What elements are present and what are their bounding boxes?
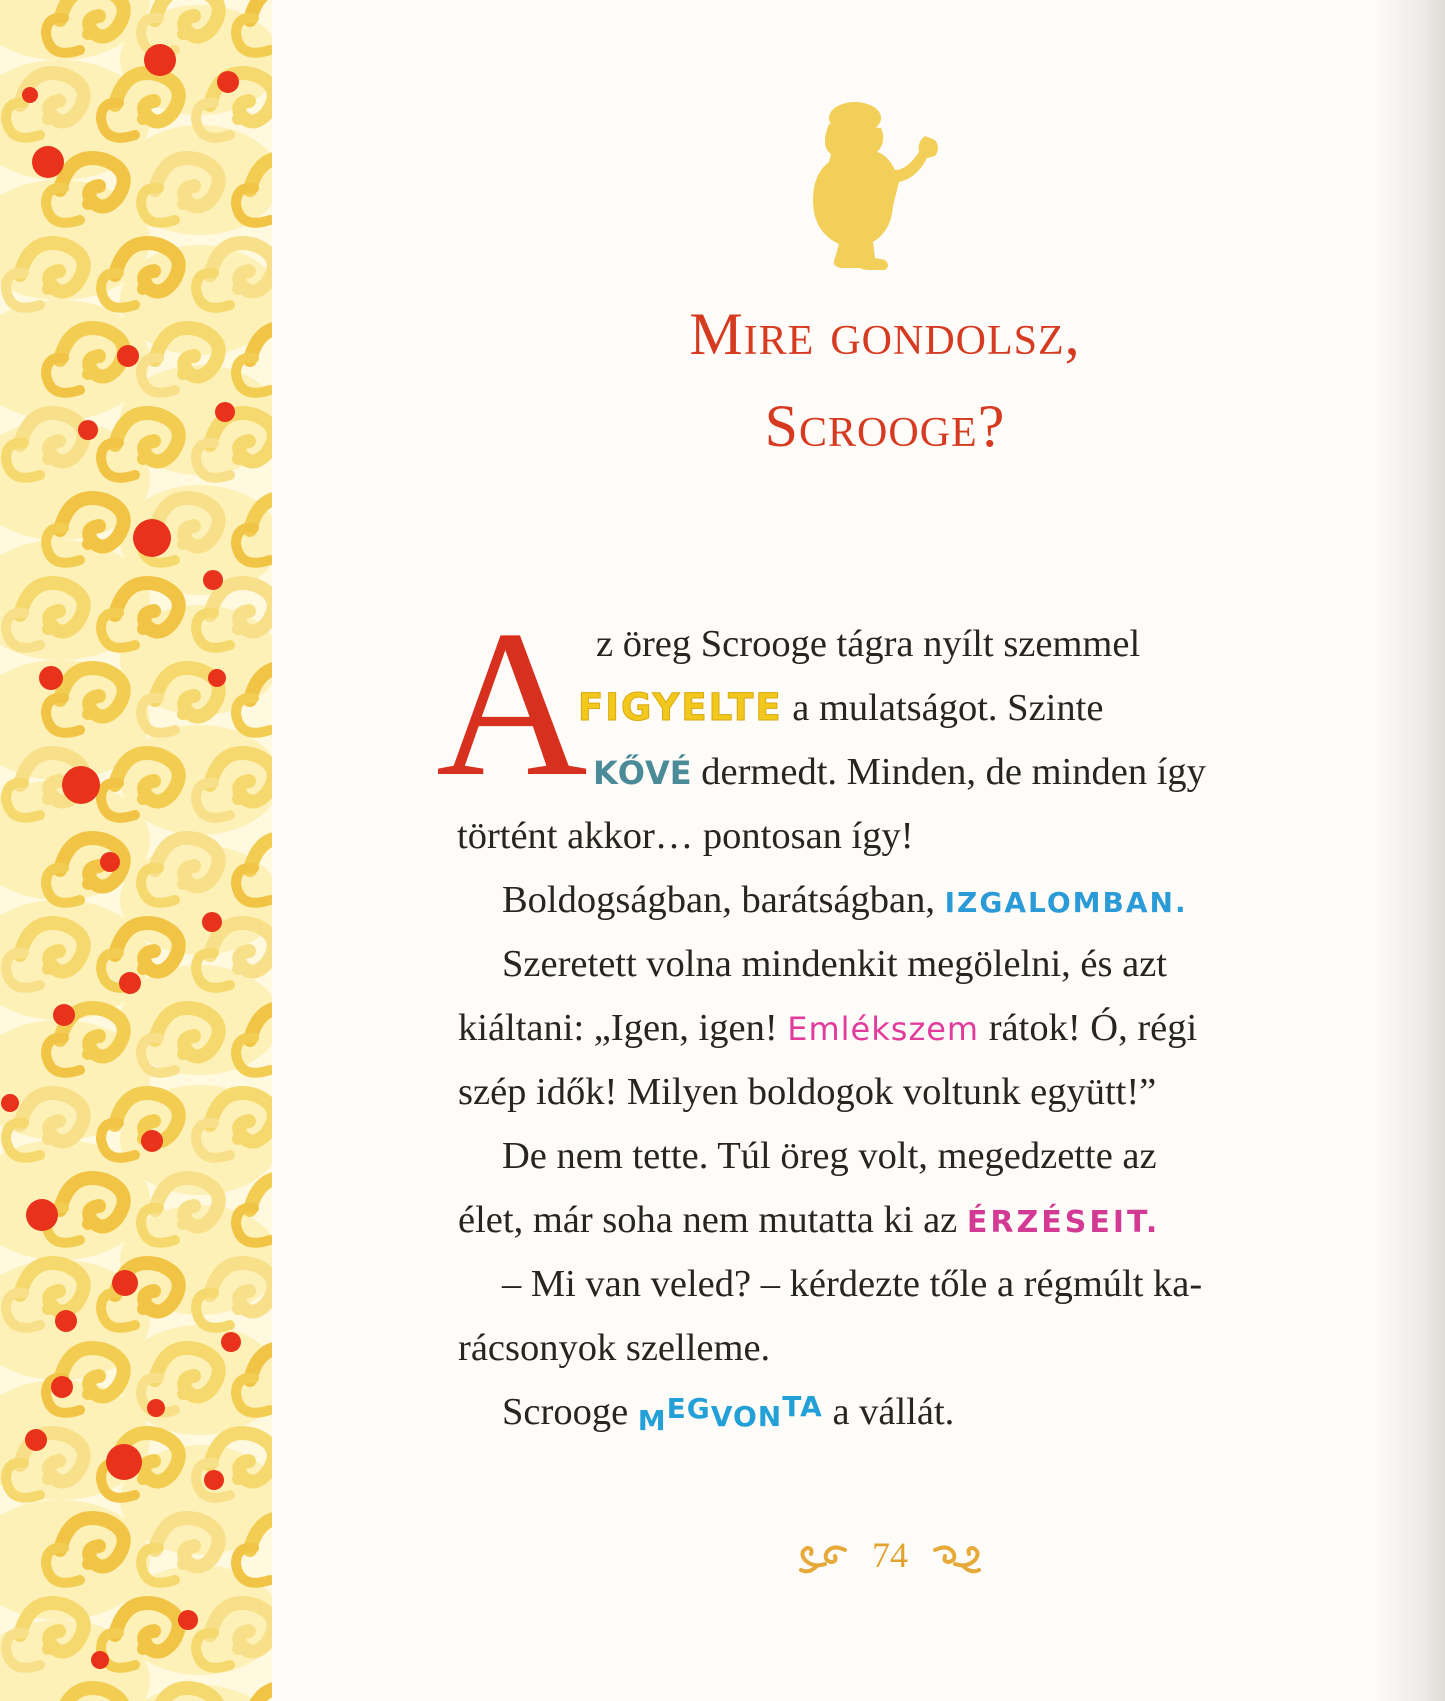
swirl-curl <box>177 1218 189 1230</box>
swirl-curl <box>82 1218 94 1230</box>
story-line-10 <box>458 1188 1160 1252</box>
swirl-curl <box>42 963 54 975</box>
story-text: Scrooge <box>502 1391 629 1433</box>
swirl-curl <box>177 538 189 550</box>
swirl-curl <box>137 1643 149 1655</box>
swirl-curl <box>177 1558 189 1570</box>
red-dot <box>39 666 63 690</box>
story-text: szép idők! Milyen boldogok voltunk együtt!” <box>458 1071 1157 1113</box>
highlight-word-kove: KŐVÉ <box>593 754 692 792</box>
swirl-curl <box>82 1558 94 1570</box>
red-dot <box>106 1444 142 1480</box>
page-gutter-shadow <box>1375 0 1445 1701</box>
swirl-curl <box>137 623 149 635</box>
red-dot <box>147 1399 165 1417</box>
drop-cap-letter: A <box>436 588 588 820</box>
highlight-punct: . <box>1145 1205 1161 1240</box>
red-dot <box>32 146 64 178</box>
story-line-9 <box>502 1124 1157 1188</box>
swirl-curl <box>82 708 94 720</box>
highlight-word-izgalomban: IZGALOMBAN <box>944 886 1175 919</box>
swirl-curl <box>82 1048 94 1060</box>
red-dot <box>22 87 38 103</box>
highlight-word-megvonta <box>638 1390 823 1437</box>
story-line-12 <box>458 1316 770 1380</box>
scrooge-silhouette-icon <box>795 96 941 271</box>
red-dot <box>26 1199 58 1231</box>
red-dot <box>217 71 239 93</box>
story-text: kiáltani: „Igen, igen! <box>458 1007 778 1049</box>
swirl-curl <box>232 1473 244 1485</box>
red-dot <box>112 1270 138 1296</box>
swirl-curl <box>82 538 94 550</box>
red-dot <box>208 669 226 687</box>
megvonta-part: TA <box>782 1390 823 1423</box>
swirl-curl <box>42 793 54 805</box>
swirl-curl <box>177 878 189 890</box>
swirl-curl <box>42 113 54 125</box>
swirl-curl <box>177 368 189 380</box>
swirl-curl <box>232 1303 244 1315</box>
story-text: élet, már soha nem mutatta ki az <box>458 1199 958 1241</box>
swirl-curl <box>42 1643 54 1655</box>
story-line-7 <box>458 996 1197 1060</box>
chapter-title <box>455 288 1315 472</box>
red-dot <box>133 519 171 557</box>
highlight-punct: . <box>1174 886 1188 919</box>
swirl-curl <box>82 878 94 890</box>
story-line-6 <box>502 932 1167 996</box>
red-dot <box>204 1470 224 1490</box>
chapter-title-line-2: Scrooge? <box>764 393 1006 459</box>
swirl-curl <box>42 623 54 635</box>
megvonta-part: EG <box>666 1392 711 1425</box>
story-line-8 <box>458 1060 1156 1124</box>
swirl-curl <box>137 113 149 125</box>
swirl-curl <box>82 1388 94 1400</box>
red-dot <box>144 44 176 76</box>
swirl-curl <box>137 793 149 805</box>
story-line-5 <box>502 868 1188 932</box>
story-text: Boldogságban, barátságban, <box>502 879 936 921</box>
red-dot <box>119 972 141 994</box>
red-dot <box>203 570 223 590</box>
red-dot <box>1 1094 19 1112</box>
swirl-curl <box>232 1133 244 1145</box>
story-text: z öreg Scrooge tágra nyílt szemmel <box>596 623 1141 665</box>
story-line-4 <box>457 804 914 868</box>
swirl-curl <box>177 1048 189 1060</box>
red-dot <box>25 1429 47 1451</box>
swirl-curl <box>42 1473 54 1485</box>
red-dot <box>78 420 98 440</box>
red-dot <box>62 766 100 804</box>
swirl-curl <box>137 283 149 295</box>
story-text: rácsonyok szelleme. <box>458 1327 771 1369</box>
swirl-curl <box>177 1388 189 1400</box>
swirl-curl <box>42 453 54 465</box>
story-text: – Mi van veled? – kérdezte tőle a régmúlt ka- <box>502 1263 1203 1305</box>
highlight-word-emlekszem: Emlékszem <box>787 1010 980 1048</box>
swirl-curl <box>232 283 244 295</box>
story-line-2 <box>578 676 1103 740</box>
megvonta-part: VON <box>710 1400 783 1433</box>
story-line-13 <box>502 1380 954 1444</box>
red-dot <box>141 1130 163 1152</box>
swirl-curl <box>232 623 244 635</box>
megvonta-part: M <box>637 1404 667 1437</box>
page-number: 74 <box>872 1535 908 1575</box>
red-dot <box>202 912 222 932</box>
swirl-curl <box>137 963 149 975</box>
swirl-curl <box>177 198 189 210</box>
red-dot <box>51 1376 73 1398</box>
swirl-pattern <box>0 0 272 1701</box>
right-flourish-icon <box>930 1540 985 1576</box>
story-line-1 <box>596 612 1140 676</box>
story-line-11 <box>502 1252 1202 1316</box>
red-dot <box>215 402 235 422</box>
red-dot <box>117 345 139 367</box>
swirl-curl <box>232 1643 244 1655</box>
swirl-curl <box>82 368 94 380</box>
swirl-curl <box>232 113 244 125</box>
red-dot <box>100 852 120 872</box>
red-dot <box>221 1332 241 1352</box>
red-dot <box>91 1651 109 1669</box>
left-flourish-icon <box>795 1540 850 1576</box>
swirl-curl <box>42 1303 54 1315</box>
swirl-curl <box>232 963 244 975</box>
swirl-curl <box>42 283 54 295</box>
swirl-curl <box>232 793 244 805</box>
swirl-curl <box>137 1473 149 1485</box>
story-text: rátok! Ó, régi <box>988 1007 1198 1049</box>
decorative-swirl-border <box>0 0 272 1701</box>
swirl-curl <box>177 708 189 720</box>
red-dot <box>178 1610 198 1630</box>
swirl-curl <box>42 1133 54 1145</box>
chapter-title-line-1: Mire gondolsz, <box>689 301 1081 367</box>
story-text: történt akkor… pontosan így! <box>457 815 914 857</box>
story-text: a mulatságot. Szinte <box>792 687 1104 729</box>
story-text: De nem tette. Túl öreg volt, megedzette az <box>502 1135 1157 1177</box>
red-dot <box>53 1004 75 1026</box>
story-line-3 <box>593 740 1206 804</box>
swirl-curl <box>177 28 189 40</box>
page-footer <box>795 1528 985 1588</box>
highlight-word-figyelte: FIGYELTE <box>578 686 783 729</box>
swirl-curl <box>232 453 244 465</box>
swirl-curl <box>82 28 94 40</box>
highlight-word-erzeseit: ÉRZÉSEIT <box>966 1205 1146 1240</box>
story-text: a vállát. <box>832 1391 955 1433</box>
red-dot <box>55 1310 77 1332</box>
swirl-curl <box>82 198 94 210</box>
swirl-curl <box>137 1303 149 1315</box>
swirl-stroke <box>250 1688 272 1701</box>
story-text: Szeretett volna mindenkit megölelni, és azt <box>502 943 1167 985</box>
swirl-curl <box>137 453 149 465</box>
story-text: dermedt. Minden, de minden így <box>701 751 1206 793</box>
